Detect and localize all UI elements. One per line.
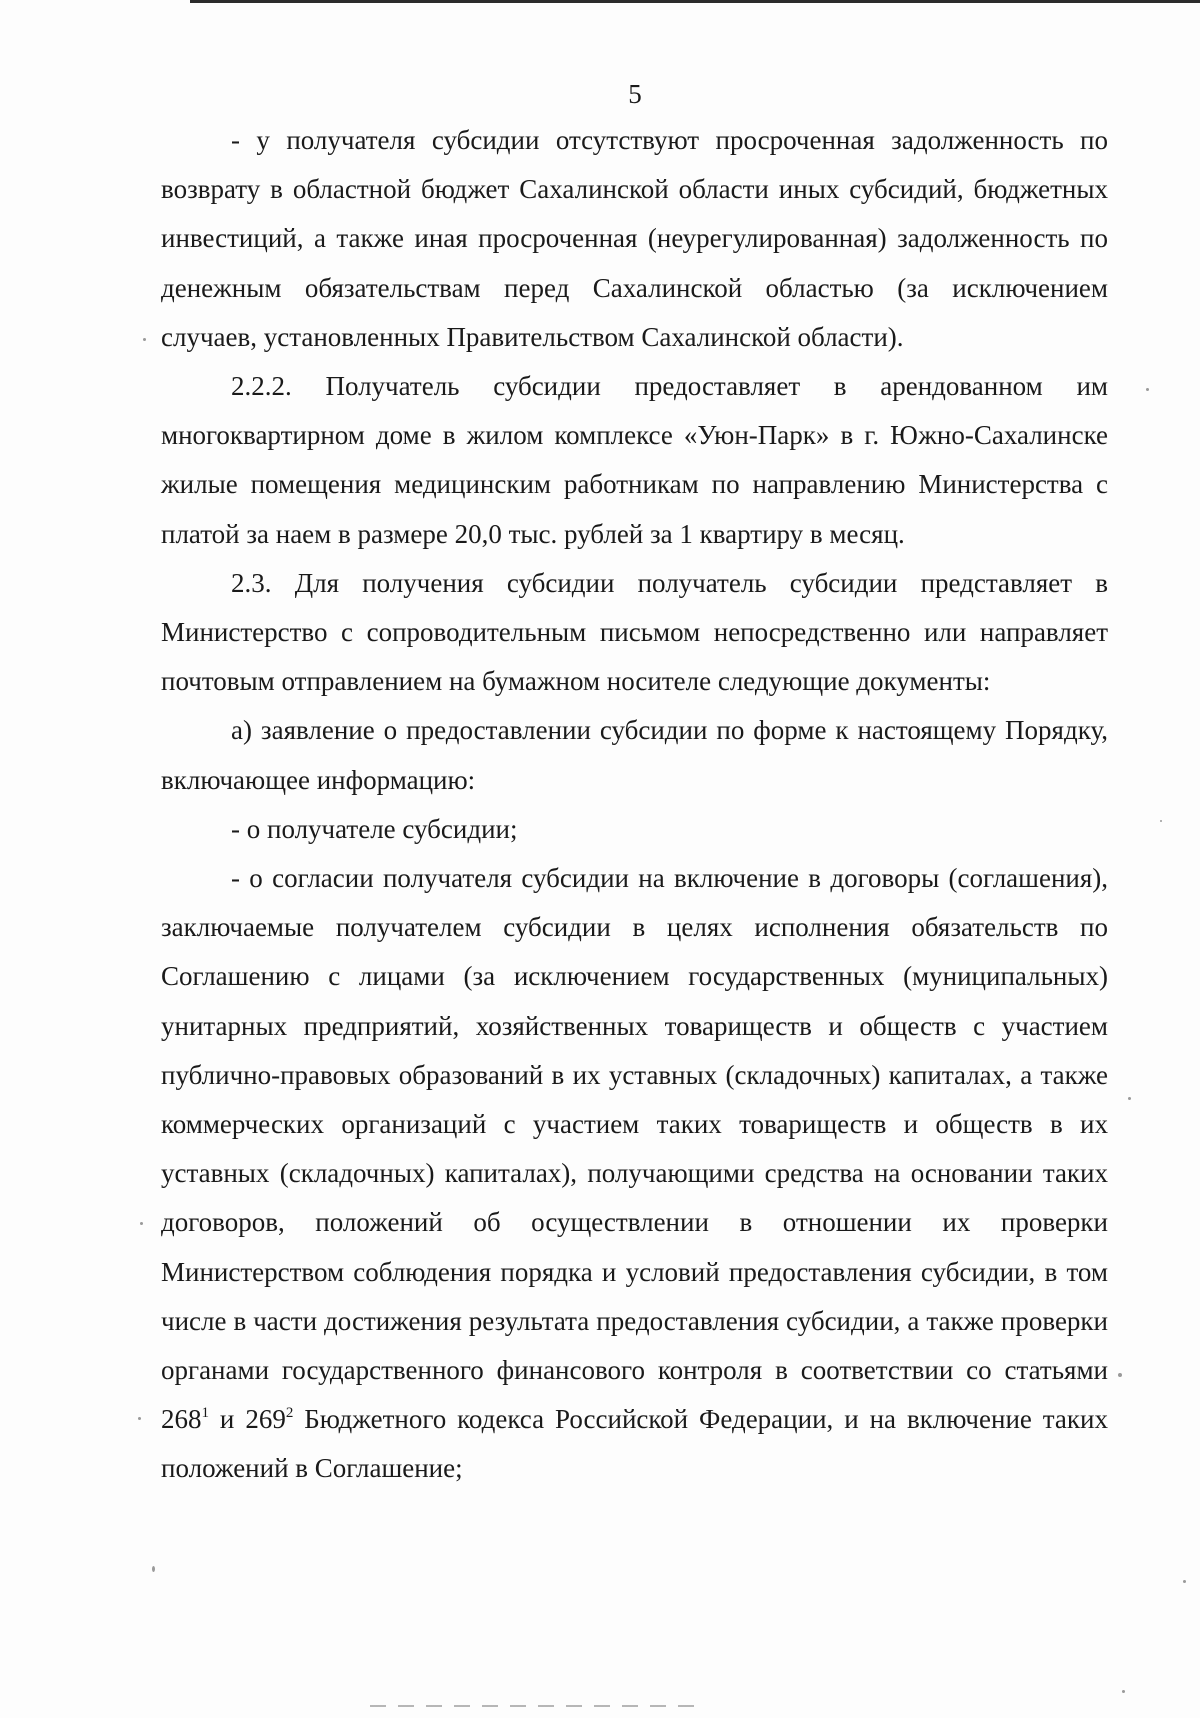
article-269-number: 269: [245, 1404, 286, 1435]
article-268-superscript: 1: [201, 1405, 209, 1422]
paragraph-2-2-2: 2.2.2. Получатель субсидии предоставляет в арендованном им многоквартирном доме в жилом комплексе «Уюн-Парк» в г. Южно-Сахалинске жилые помещения медицинским работникам по направлению Министерства с платой за наем в размере 20,0 тыс. рублей за 1 квартиру в месяц.: [161, 371, 1108, 549]
scan-speck: [152, 1566, 155, 1572]
page-number: 5: [628, 79, 642, 109]
paragraph-2-3: 2.3. Для получения субсидии получатель субсидии представляет в Министерство с сопроводительным письмом непосредственно или направляет почтовым отправлением на бумажном носителе следующие документы:: [161, 567, 1108, 697]
consent-text-after: Бюджетного кодекса Российской Федерации, и на включение таких положений в Соглашение;: [161, 1404, 1108, 1484]
scan-speck: [1118, 1373, 1122, 1377]
scan-speck: [140, 1222, 143, 1225]
article-269-superscript: 2: [285, 1405, 294, 1422]
scan-speck: [143, 338, 146, 341]
scan-speck: [1183, 1580, 1186, 1583]
scan-speck: [1128, 1097, 1131, 1100]
scan-speck: [138, 1417, 141, 1420]
document-body: [161, 116, 1108, 1494]
paragraph-item-a: а) заявление о предоставлении субсидии по форме к настоящему Порядку, включающее информацию:: [161, 715, 1108, 795]
consent-conjunction: и: [209, 1404, 246, 1435]
article-268-number: 268: [161, 1404, 202, 1435]
paragraph-recipient-info: - о получателе субсидии;: [231, 813, 518, 844]
scan-bottom-marks: [370, 1705, 700, 1707]
paragraph-no-overdue-debt: - у получателя субсидии отсутствуют просроченная задолженность по возврату в областной бюджет Сахалинской области иных субсидий, бюджетных инвестиций, а также иная просроченная (неурегулированная) задолженность по денежным обязательствам перед Сахалинской областью (за исключением случаев, установленных Правительством Сахалинской области).: [161, 125, 1108, 352]
scan-speck: [1122, 1690, 1125, 1693]
consent-text-before: - о согласии получателя субсидии на включение в договоры (соглашения), заключаемые получателем субсидии в целях исполнения обязательств по Соглашению с лицами (за исключением государственных (муниципальных) унитарных предприятий, хозяйственных товариществ и обществ с участием публично-правовых образований в их уставных (складочных) капиталах, а также коммерческих организаций с участием таких товариществ и обществ в их уставных (складочных) капиталах), получающими средства на основании таких договоров, положений об осуществлении в отношении их проверки Министерством соблюдения порядка и условий предоставления субсидии, в том числе в части достижения результата предоставления субсидии, а также проверки органами государственного финансового контроля в соответствии со статьями: [161, 863, 1108, 1386]
scan-speck: [1160, 820, 1162, 822]
paragraph-consent: [161, 854, 1108, 1494]
page-top-edge: [190, 0, 1200, 3]
scan-speck: [1146, 388, 1149, 391]
